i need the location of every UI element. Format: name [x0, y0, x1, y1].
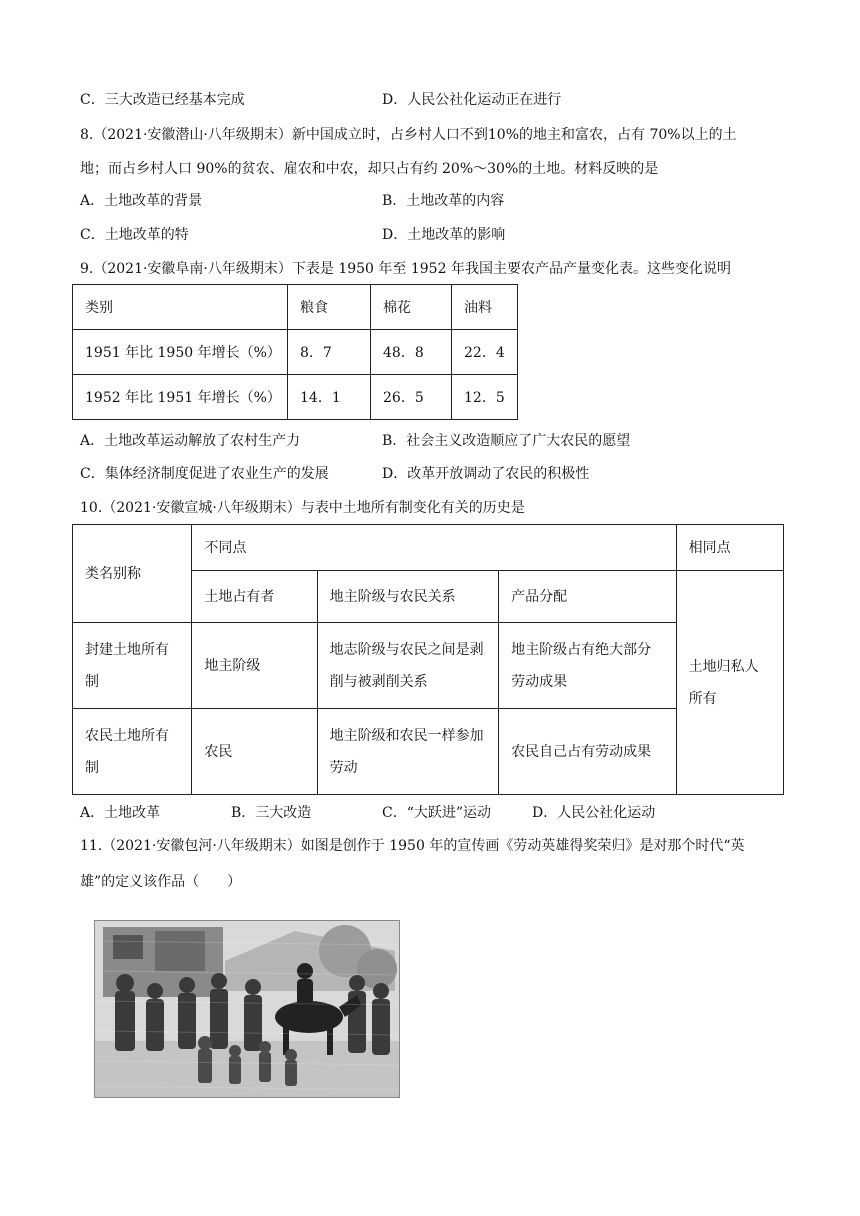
- q8-stem-line1: 8.（2021·安徽潜山·八年级期末）新中国成立时，占乡村人口不到10%的地主和富农，占有 70%以上的土: [80, 127, 737, 143]
- q10-option-c: C．“大跃进”运动: [382, 805, 492, 821]
- table-cell: 不同点: [192, 525, 676, 571]
- table-cell: 土地占有者: [192, 571, 317, 623]
- table-row: [73, 330, 518, 375]
- table-cell: 棉花: [371, 285, 452, 330]
- table-cell: 粮食: [288, 285, 371, 330]
- q8-option-c: C．土地改革的特: [80, 227, 189, 243]
- table-cell: 1952 年比 1951 年增长（%）: [73, 375, 288, 420]
- table-cell: 地主阶级: [192, 623, 317, 709]
- table-cell: 农民土地所有制: [73, 709, 192, 795]
- q10-option-a: A．土地改革: [80, 805, 161, 821]
- table-cell: 农民自己占有劳动成果: [499, 709, 676, 795]
- q11-stem-line2: 雄”的定义该作品（ ）: [80, 874, 242, 890]
- table-cell: 地主阶级和农民一样参加劳动: [317, 709, 499, 795]
- table-cell: 1951 年比 1950 年增长（%）: [73, 330, 288, 375]
- q9-table: [72, 284, 518, 420]
- q8-option-d: D．土地改革的影响: [382, 227, 506, 243]
- q10-table: [72, 524, 784, 795]
- painting-svg: [95, 921, 399, 1097]
- propaganda-painting-image: [94, 920, 400, 1098]
- table-header-row: [73, 525, 784, 571]
- table-cell: 地志阶级与农民之间是剥削与被剥削关系: [317, 623, 499, 709]
- table-cell: 地主阶级占有绝大部分劳动成果: [499, 623, 676, 709]
- table-cell: 相同点: [676, 525, 783, 571]
- q10-stem: 10.（2021·安徽宣城·八年级期末）与表中土地所有制变化有关的历史是: [80, 500, 525, 516]
- table-cell: 油料: [452, 285, 518, 330]
- q8-stem-line2: 地；而占乡村人口 90%的贫农、雇农和中农，却只占有约 20%～30%的土地。材料反映的是: [80, 161, 659, 177]
- q9-option-b: B．社会主义改造顺应了广大农民的愿望: [382, 433, 631, 449]
- table-cell: 产品分配: [499, 571, 676, 623]
- table-cell: 土地归私人所有: [676, 571, 783, 795]
- q10-option-b: B．三大改造: [231, 805, 312, 821]
- q7-option-c: C．三大改造已经基本完成: [80, 92, 245, 108]
- q9-stem: 9.（2021·安徽阜南·八年级期末）下表是 1950 年至 1952 年我国主要农产品产量变化表。这些变化说明: [80, 261, 731, 277]
- table-cell: 14．1: [288, 375, 371, 420]
- table-cell: 类别: [73, 285, 288, 330]
- table-cell: 地主阶级与农民关系: [317, 571, 499, 623]
- q9-option-a: A．土地改革运动解放了农村生产力: [80, 433, 301, 449]
- q9-option-c: C．集体经济制度促进了农业生产的发展: [80, 466, 329, 482]
- table-cell: 48．8: [371, 330, 452, 375]
- table-header-row: [73, 285, 518, 330]
- q8-option-a: A．土地改革的背景: [80, 193, 203, 209]
- q10-option-d: D．人民公社化运动: [532, 805, 656, 821]
- q8-option-b: B．土地改革的内容: [382, 193, 505, 209]
- table-cell: 农民: [192, 709, 317, 795]
- table-cell: 类名别称: [73, 525, 192, 623]
- table-cell: 12．5: [452, 375, 518, 420]
- table-cell: 封建土地所有制: [73, 623, 192, 709]
- q11-stem-line1: 11.（2021·安徽包河·八年级期末）如图是创作于 1950 年的宣传画《劳动英雄得奖荣归》是对那个时代“英: [80, 838, 745, 854]
- table-cell: 22．4: [452, 330, 518, 375]
- table-cell: 26．5: [371, 375, 452, 420]
- table-row: [73, 375, 518, 420]
- q9-option-d: D．改革开放调动了农民的积极性: [382, 466, 590, 482]
- q7-option-d: D．人民公社化运动正在进行: [382, 92, 562, 108]
- table-cell: 8．7: [288, 330, 371, 375]
